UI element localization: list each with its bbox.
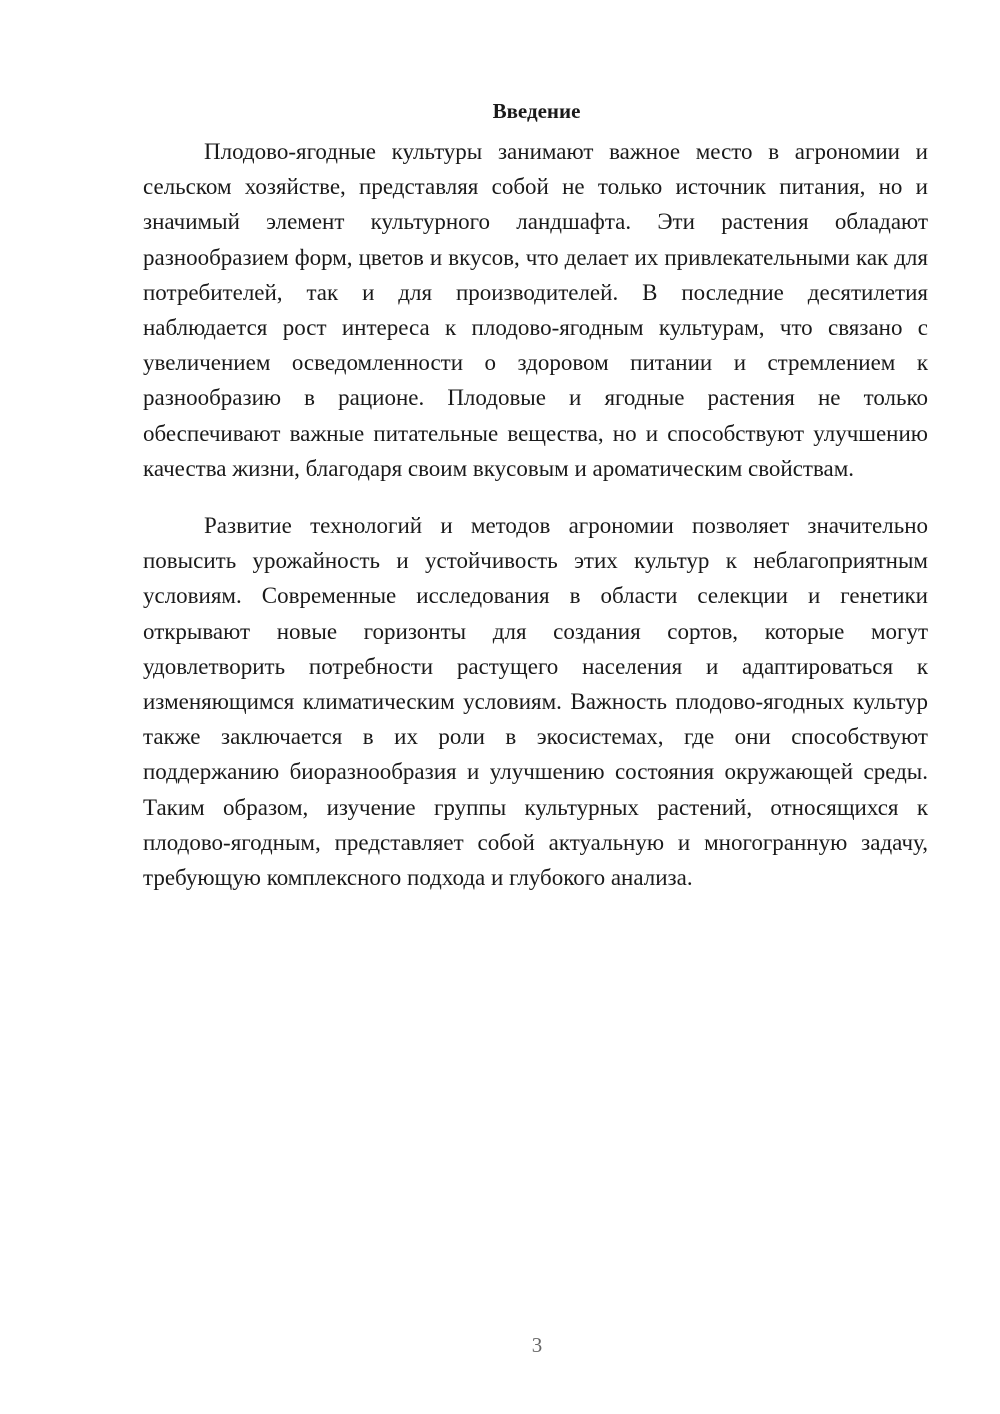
paragraph-2: Развитие технологий и методов агрономии позволяет значительно повысить урожайность и устойчивость этих культур к неблагоприятным условиям. Современные исследования в области селекции и генетики открывают новые горизонты для создания сортов, которые могут удовлетворить потребности растущего населения и адаптироваться к изменяющимся климатическим условиям. Важность плодово-ягодных культур также заключается в их роли в экосистемах, где они способствуют поддержанию биоразнообразия и улучшению состояния окружающей среды. Таким образом, изучение группы культурных растений, относящихся к плодово-ягодным, представляет собой актуальную и многогранную задачу, требующую комплексного подхода и глубокого анализа. [143,513,928,891]
paragraph-1: Плодово-ягодные культуры занимают важное место в агрономии и сельском хозяйстве, представляя собой не только источник питания, но и значимый элемент культурного ландшафта. Эти растения обладают разнообразием форм, цветов и вкусов, что делает их привлекательными как для потребителей, так и для производителей. В последние десятилетия наблюдается рост интереса к плодово-ягодным культурам, что связано с увеличением осведомленности о здоровом питании и стремлением к разнообразию в рационе. Плодовые и ягодные растения не только обеспечивают важные питательные вещества, но и способствуют улучшению качества жизни, благодаря своим вкусовым и ароматическим свойствам. [143,139,928,481]
page-number: 3 [531,1333,543,1357]
page-content [143,96,928,895]
section-heading: Введение [492,99,581,123]
